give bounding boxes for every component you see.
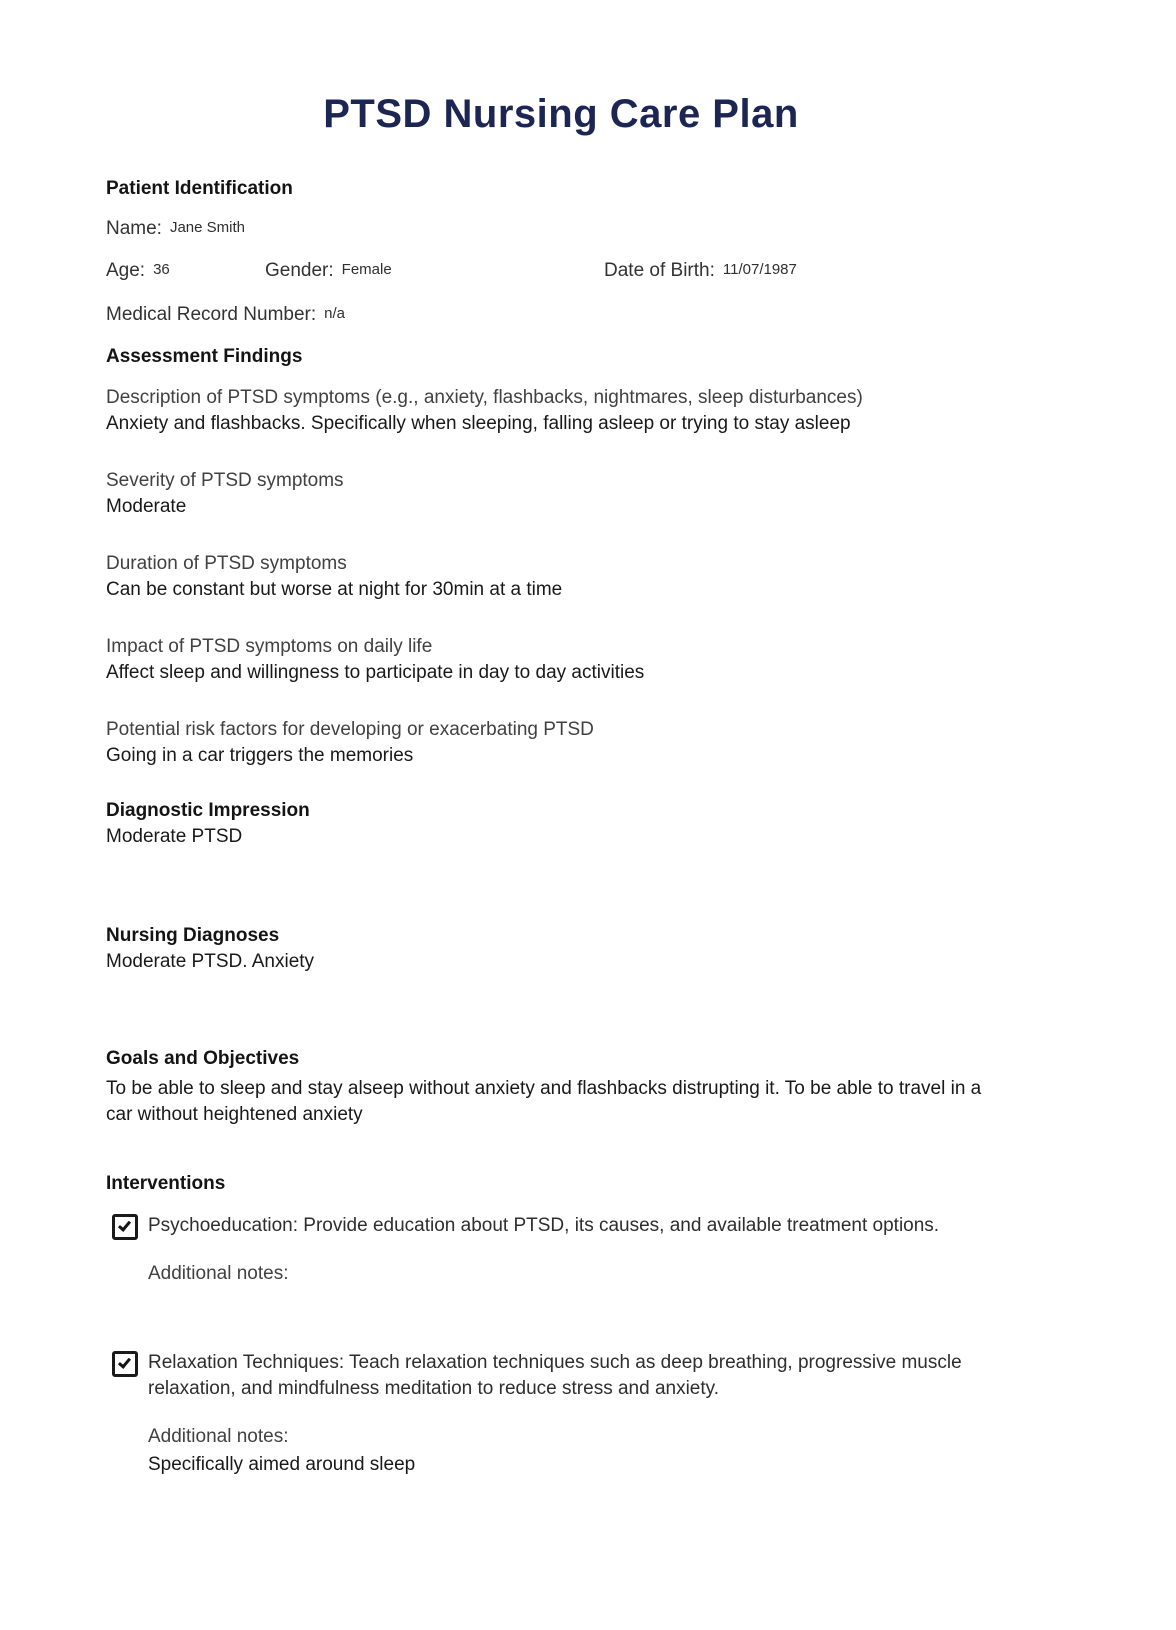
intervention-text-col (148, 1213, 1076, 1287)
gender-value: Female (341, 261, 392, 278)
dob-value: 11/07/1987 (722, 261, 797, 278)
qa-answer: Affect sleep and willingness to participate in day to day activities (106, 662, 645, 683)
name-field-row (106, 216, 1076, 243)
additional-notes-label: Additional notes: (148, 1426, 289, 1447)
diagnostic-impression-section (106, 798, 1076, 850)
intervention-text-col (148, 1350, 1076, 1478)
demographics-row (106, 258, 1076, 285)
qa-impact (106, 634, 1076, 686)
age-label: Age: (106, 260, 146, 281)
checkmark-icon (118, 1218, 131, 1232)
dob-field (604, 258, 797, 285)
mrn-label: Medical Record Number: (106, 304, 317, 325)
qa-question: Potential risk factors for developing or exacerbating PTSD (106, 719, 594, 740)
relaxation-checkbox[interactable] (112, 1351, 138, 1377)
diagnostic-impression-body: Moderate PTSD (106, 826, 243, 847)
gender-field (265, 258, 604, 285)
qa-question: Duration of PTSD symptoms (106, 553, 347, 574)
qa-question: Impact of PTSD symptoms on daily life (106, 636, 433, 657)
qa-answer: Moderate (106, 496, 187, 517)
qa-answer: Going in a car triggers the memories (106, 745, 414, 766)
mrn-field-row (106, 302, 1076, 329)
qa-duration (106, 551, 1076, 603)
name-value: Jane Smith (169, 219, 246, 236)
qa-severity (106, 468, 1076, 520)
nursing-diagnoses-heading: Nursing Diagnoses (106, 925, 280, 946)
diagnostic-impression-heading: Diagnostic Impression (106, 800, 310, 821)
checkmark-icon (118, 1355, 131, 1369)
psychoeducation-checkbox[interactable] (112, 1214, 138, 1240)
qa-answer: Anxiety and flashbacks. Specifically when sleeping, falling asleep or trying to stay asleep (106, 413, 851, 434)
mrn-value: n/a (324, 305, 345, 322)
nursing-diagnoses-body: Moderate PTSD. Anxiety (106, 951, 315, 972)
qa-risk-factors (106, 717, 1076, 769)
goals-objectives-body: To be able to sleep and stay alseep without anxiety and flashbacks distrupting it. To be able to travel in a car without heightened anxiety (106, 1078, 982, 1125)
nursing-diagnoses-section (106, 923, 1076, 975)
additional-notes-label: Additional notes: (148, 1263, 289, 1284)
name-label: Name: (106, 218, 162, 239)
goals-objectives-heading: Goals and Objectives (106, 1048, 300, 1069)
page-title: PTSD Nursing Care Plan (323, 92, 799, 136)
additional-notes-value: Specifically aimed around sleep (148, 1454, 416, 1475)
dob-label: Date of Birth: (604, 260, 715, 281)
age-field (106, 258, 265, 285)
interventions-heading: Interventions (106, 1173, 226, 1194)
intervention-text: Relaxation Techniques: Teach relaxation techniques such as deep breathing, progressive muscle relaxation, and mindfulness meditation to reduce stress and anxiety. (148, 1352, 962, 1399)
intervention-psychoeducation (106, 1213, 1076, 1287)
qa-description (106, 385, 1076, 437)
patient-identification-heading: Patient Identification (106, 178, 293, 199)
gender-label: Gender: (265, 260, 334, 281)
qa-question: Severity of PTSD symptoms (106, 470, 344, 491)
age-value: 36 (153, 261, 170, 278)
qa-question: Description of PTSD symptoms (e.g., anxiety, flashbacks, nightmares, sleep disturbances) (106, 387, 863, 408)
goals-objectives-section (106, 1046, 1076, 1128)
intervention-relaxation (106, 1350, 1076, 1478)
qa-answer: Can be constant but worse at night for 30min at a time (106, 579, 563, 600)
intervention-text: Psychoeducation: Provide education about PTSD, its causes, and available treatment options. (148, 1215, 940, 1236)
assessment-findings-heading: Assessment Findings (106, 346, 303, 367)
